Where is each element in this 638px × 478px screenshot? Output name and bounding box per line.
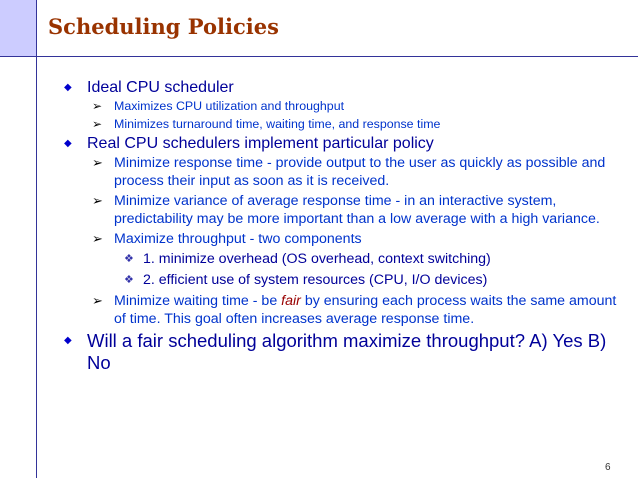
bullet-question [62, 330, 622, 374]
sub-bullet-variance [62, 192, 622, 228]
bullet-text: Ideal CPU scheduler [87, 79, 234, 96]
waiting-text-after: by ensuring each process waits the same amount of time. This goal often increases average response time. [114, 293, 617, 327]
sub-bullet-text: Maximize throughput - two components [114, 231, 362, 247]
slide-content [62, 78, 622, 375]
arrowhead-icon: ➢ [92, 293, 103, 308]
sub-bullet-waiting-time [62, 292, 622, 328]
page-number: 6 [605, 462, 611, 473]
bullet-text: Will a fair scheduling algorithm maximize throughput? A) Yes B) No [87, 330, 607, 373]
arrowhead-icon: ➢ [92, 193, 103, 208]
sub-sub-bullet-text: 1. minimize overhead (OS overhead, context switching) [143, 251, 491, 267]
sub-sub-bullet-text: 2. efficient use of system resources (CPU, I/O devices) [143, 272, 488, 288]
sub-bullet-throughput [62, 230, 622, 248]
sub-sub-bullet-overhead [62, 250, 622, 268]
bullet-real-schedulers [62, 134, 622, 153]
sub-bullet-response-time [62, 154, 622, 190]
sub-bullet-maximize-utilization [62, 98, 622, 114]
bullet-ideal-scheduler [62, 78, 622, 97]
fair-emphasis: fair [281, 293, 301, 309]
sub-bullet-text: Minimize response time - provide output to the user as quickly as possible and process their input as soon as it is received. [114, 155, 606, 189]
arrowhead-icon: ➢ [92, 99, 103, 113]
sub-bullet-text [114, 292, 622, 328]
sub-bullet-text: Minimizes turnaround time, waiting time, and response time [114, 117, 441, 131]
diamond-icon: ◆ [64, 82, 72, 93]
arrowhead-icon: ➢ [92, 155, 103, 170]
sub-bullet-text: Maximizes CPU utilization and throughput [114, 99, 345, 113]
sub-sub-bullet-resources [62, 271, 622, 289]
four-diamond-icon: ❖ [124, 274, 134, 286]
corner-decoration [0, 0, 37, 57]
title-divider [37, 56, 638, 57]
left-border-line [36, 57, 37, 478]
waiting-text-before: Minimize waiting time - be [114, 293, 282, 309]
four-diamond-icon: ❖ [124, 253, 134, 265]
arrowhead-icon: ➢ [92, 231, 103, 246]
bullet-text: Real CPU schedulers implement particular policy [87, 135, 434, 152]
diamond-icon: ◆ [64, 335, 72, 346]
sub-bullet-text: Minimize variance of average response time - in an interactive system, predictability may be more important than a low average with a high variance. [114, 193, 600, 227]
slide-title: Scheduling Policies [48, 14, 279, 39]
sub-bullet-minimize-times [62, 116, 622, 132]
arrowhead-icon: ➢ [92, 117, 103, 131]
diamond-icon: ◆ [64, 138, 72, 149]
